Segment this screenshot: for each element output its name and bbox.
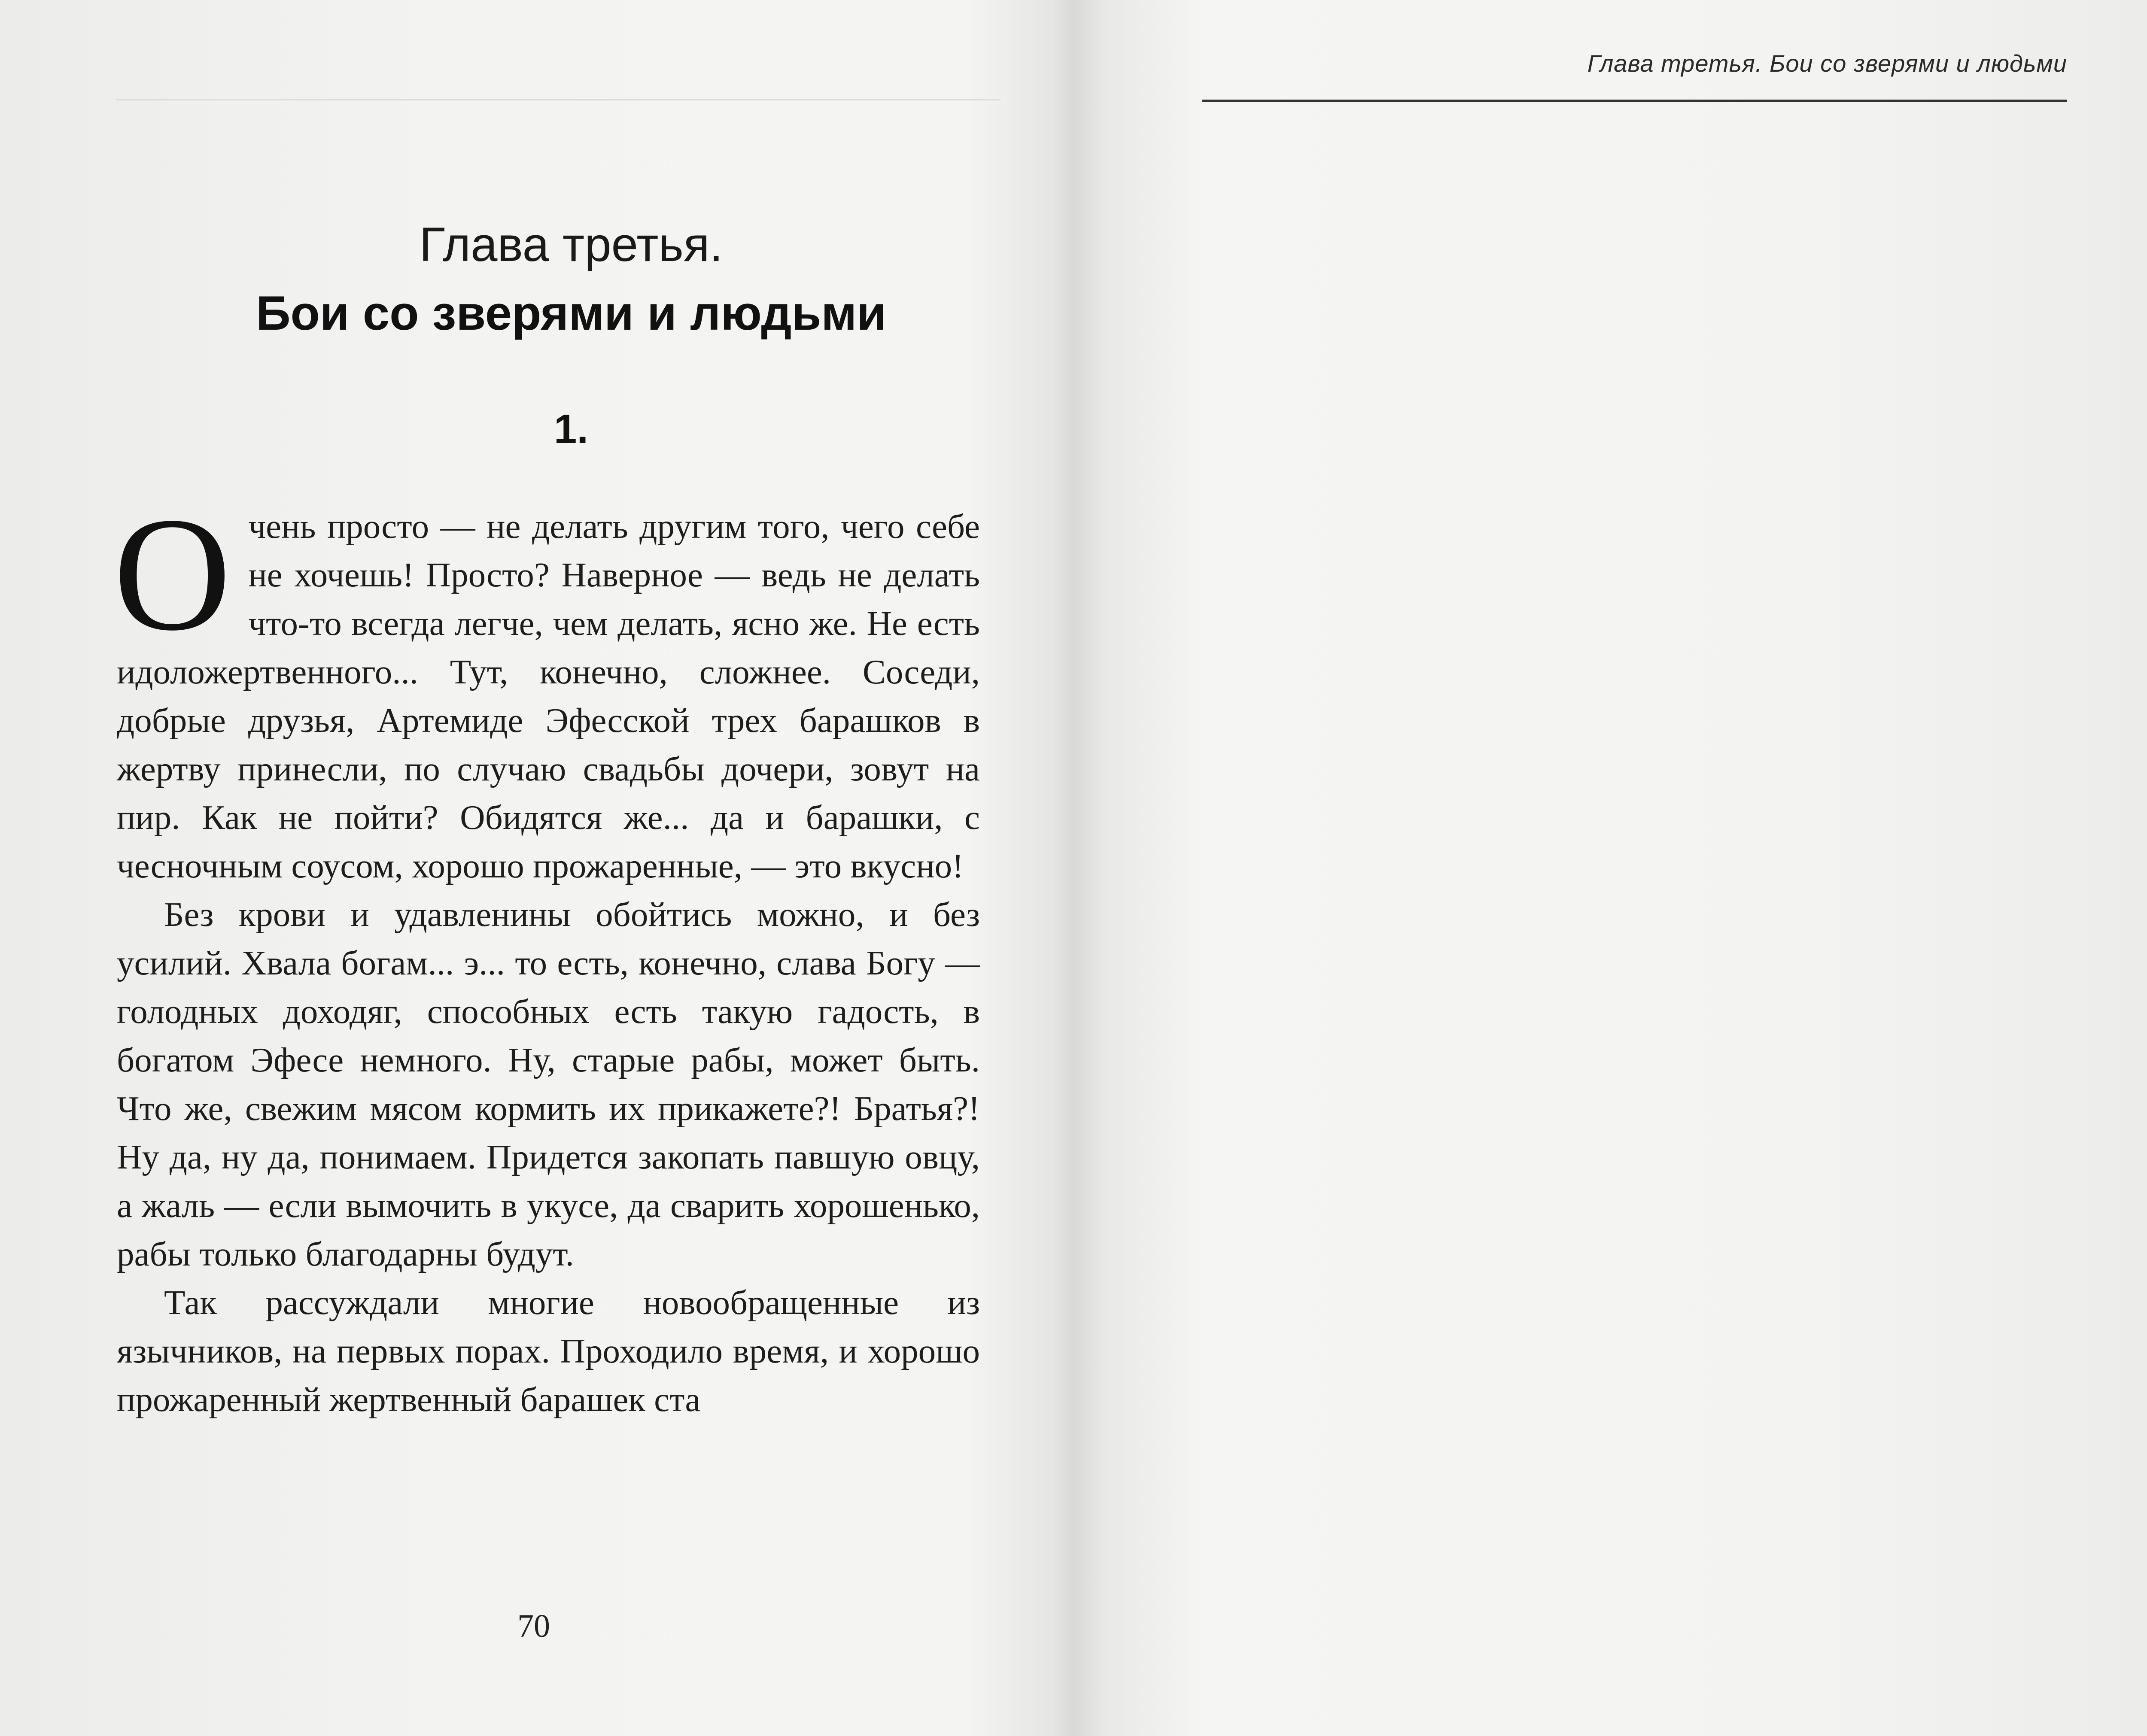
paragraph-3: Так рассуждали многие новообращенные из язычников, на первых порах. Проходило время, и хорошо прожаренный жертвенный барашек ста bbox=[117, 1283, 980, 1419]
running-head: Глава третья. Бои со зверями и людьми bbox=[1587, 50, 2067, 77]
running-head-rule bbox=[1202, 100, 2067, 102]
page-number-left: 70 bbox=[517, 1608, 550, 1644]
left-page-body bbox=[113, 484, 980, 1424]
paragraph-1-text: чень просто — не делать другим того, чего себе не хочешь! Просто? Наверное — ведь не делать что-то всегда легче, чем делать, ясно же. Не есть идоложертвенного... Тут, конечно, сложнее. Соседи, добрые друзья, Артемиде Эфесской трех барашков в жертву принесли, по случаю свадьбы дочери, зовут на пир. Как не пойти? Обидятся же... да и барашки, с чесночным соусом, хорошо прожаренные, — это вкусно! bbox=[117, 507, 980, 885]
bleed-through-rule bbox=[116, 99, 1001, 100]
section-number: 1. bbox=[553, 406, 589, 452]
chapter-title-line2: Бои со зверями и людьми bbox=[255, 286, 887, 340]
left-page bbox=[0, 0, 1065, 1736]
paragraph-1 bbox=[113, 484, 980, 890]
right-page bbox=[1082, 0, 2147, 1736]
paragraph-2: Без крови и удавленины обойтись можно, и без усилий. Хвала богам... э... то есть, конечно, слава Богу — голодных доходяг, способных есть такую гадость, в богатом Эфесе немного. Ну, старые рабы, может быть. Что же, свежим мясом кормить их прикажете?! Братья?! Ну да, ну да, понимаем. Придется закопать павшую овцу, а жаль — если вымочить в укусе, да сварить хорошенько, рабы только благодарны будут. bbox=[117, 895, 980, 1273]
drop-cap: О bbox=[113, 484, 231, 665]
chapter-title-line1: Глава третья. bbox=[419, 218, 723, 271]
